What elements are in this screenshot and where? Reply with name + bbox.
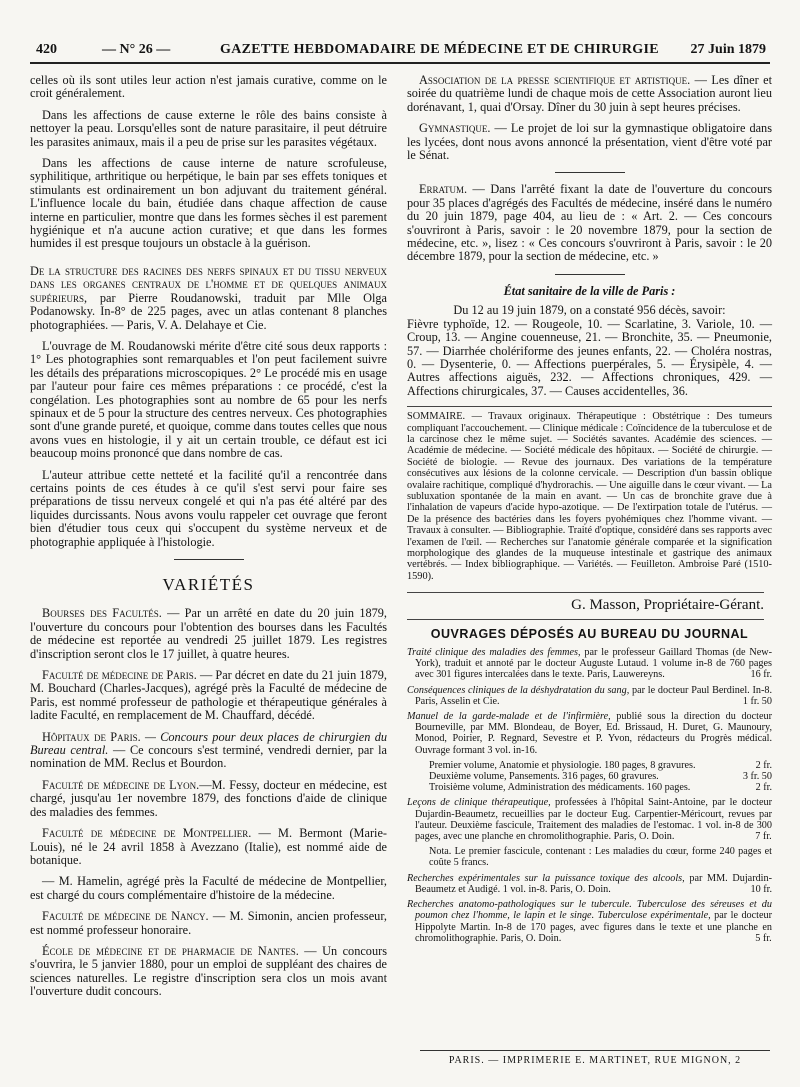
left-column [30, 74, 387, 1007]
news-lead: Faculté de médecine de Nancy. [42, 909, 209, 924]
book-entry [407, 873, 772, 895]
book-title: De la structure des racines des nerfs spinaux et du tissu nerveux dans les organes centraux de l'homme et de quelques animaux supérieurs, [30, 263, 387, 305]
divider [174, 559, 244, 560]
news-item [30, 827, 387, 867]
book-entry-title: Recherches expérimentales sur la puissance toxique des alcools, [407, 872, 685, 884]
health-report-intro: Du 12 au 19 juin 1879, on a constaté 956 décès, savoir: [453, 303, 726, 318]
news-lead: Erratum. [419, 182, 468, 197]
divider [555, 274, 625, 275]
news-lead: Association de la presse scientifique et artistique. [419, 73, 691, 87]
right-column [407, 74, 772, 948]
paragraph: L'ouvrage de M. Roudanowski mérite d'être cité sous deux rapports : 1° Les photographies sont remarquables et l'on peut facilement suivre les détails des préparations microscopiques. 2° Le procédé mis en usage par l'auteur pour faire ces mêmes préparations : ce procédé, c'est la congélation. Les photographies sont au nombre de 65 pour les nerfs spinaux et de 5 pour la structure des centres nerveux. Ces photographies sont d'une grande pureté, et quoique, comme dans toutes celles que nous avons vues en histologie, il y ait un certain trouble, ce défaut est ici beaucoup moins prononcé que dans nombre de cas. [30, 338, 387, 461]
news-item [407, 122, 772, 162]
news-lead: Gymnastique. [419, 121, 491, 136]
book-entry-title: Traité clinique des maladies des femmes, [407, 647, 581, 659]
paragraph: Dans les affections de cause interne de nature scrofuleuse, syphilitique, arthritique ou herpétique, le bain par ses effets toniques et stimulants est ordinairement un bon adjuvant du traitement général. L'influence locale du bain, étudiée dans chaque affection de cause interne en particulier, montre que dans les formes sèches il est parement hygiénique et n'a aucune action curative; et que dans les formes humides il est presque toujours un obstacle à la guérison. [30, 156, 387, 251]
page-number: 420 [36, 42, 57, 57]
paragraph: celles où ils sont utiles leur action n'est jamais curative, comme on le croit généralement. [30, 73, 387, 101]
news-item [407, 183, 772, 263]
book-review-citation [30, 265, 387, 332]
volume-text: Troisième volume, Administration des médicaments. 160 pages. [429, 782, 691, 794]
news-body: — Par décret en date du 21 juin 1879, M. Bouchard (Charles-Jacques), agrégé près la Faculté de médecine de Paris, est nommé professeur de pathologie et thérapeutique générales à ladite Faculté, en remplacement de M. Chauffard, décédé. [30, 668, 387, 723]
news-item [30, 945, 387, 999]
news-body: —M. Fessy, docteur en médecine, est chargé, jusqu'au 1er novembre 1879, des fonctions d'aide de clinique des maladies des femmes. [30, 777, 387, 819]
news-body: — M. Simonin, ancien professeur, est nommé professeur honoraire. [30, 909, 387, 937]
book-price: 5 fr. [755, 932, 772, 944]
book-entry [407, 797, 772, 842]
news-item [30, 669, 387, 723]
news-body: — Les dîner et soirée du quatrième lundi de chaque mois de cette Association auront lieu dorénavant, 1, quai d'Orsay. Dîner du 30 juin à sept heures précises. [407, 73, 772, 114]
book-price: 3 fr. 50 [742, 771, 772, 783]
book-entry-details: par le professeur Gaillard Thomas (de New-York), traduit et annoté par le docteur Auguste Lutaud. 1 volume in-8 de 760 pages avec 301 figures intercalées dans le texte. Paris, Lauwereyns. [415, 647, 772, 681]
news-lead: Bourses des Facultés. [42, 606, 162, 621]
book-price: 1 fr. 50 [742, 695, 772, 707]
divider [555, 172, 625, 173]
summary-block: SOMMAIRE. — Travaux originaux. Thérapeutique : Obstétrique : Des tumeurs compliquant l'accouchement. — Clinique médicale : Coïncidence de la tuberculose et de la carcinose chez le même sujet. — Sociétés savantes. Académie des sciences. — Académie de médecine. — Société médicale des hôpitaux. — Société de chirurgie. — Société de biologie. — Revue des journaux. Des variations de la température consécutives aux lésions de la colonne cervicale. — Description d'un bassin oblique ovalaire rachitique, compliqué d'hydrorachis. — Une aiguille dans le cœur vivant. — La subluxation spontanée de la main en avant. — Un cas de bronchite grave due à l'inhalation de vapeurs d'acide hypo-azotique. — De l'extirpation totale de l'utérus. — De la présence des bactéries dans les foyers pyohémiques chez l'homme vivant. — Travaux à consulter. — Bibliographie. Traité d'optique, considéré dans ses rapports avec l'examen de l'œil. — Recherches sur l'anatomie générale comparée et la signification morphologique des glandes de la muqueuse intestinale et gastrique des animaux vertébrés. — Index bibliographique. — Variétés. — Feuilleton. Ambroise Paré (1510-1590). [407, 406, 772, 582]
volume-text: Premier volume, Anatomie et physiologie. 180 pages, 8 gravures. [429, 759, 696, 771]
book-entry-details: publié sous la direction du docteur Bourneville, par MM. Blondeau, de Boyer, Ed. Brissaud, H. Duret, G. Maunoury, Monod, Poirier, P. Regnard, Sevestre et P. Yvon, rédacteurs du Progrès médical. Ouvrage formant 3 vol. in-16. [415, 711, 772, 756]
news-italic: — Concours pour deux places de chirurgien du Bureau central. [30, 729, 387, 758]
issue-number: — N° 26 — [102, 42, 171, 57]
news-body: — M. Bermont (Marie-Louis), né le 24 avril 1858 à Avezzano (Italie), est nommé aide de botanique. [30, 826, 388, 867]
book-price: 10 fr. [750, 883, 772, 895]
health-report-title: État sanitaire de la ville de Paris : [503, 283, 676, 298]
publisher-signature: G. Masson, Propriétaire-Gérant. [407, 592, 764, 619]
news-lead: Hôpitaux de Paris. [42, 729, 141, 744]
book-details: par Pierre Roudanowski, traduit par Mlle Olga Podanowsky. In-8° de 225 pages, avec un atlas contenant 8 planches photographiées. — Paris, V. A. Delahaye et Cie. [30, 290, 387, 332]
book-price: 2 fr. [755, 782, 772, 794]
book-entry-details: professées à l'hôpital Saint-Antoine, par le docteur Dujardin-Beaumetz, recueillies par le docteur Eug. Carpentier-Méricourt, revues par l'auteur. Deuxième fascicule, Traitement des maladies de l'estomac. 1 vol. in-8 de 300 pages, avec une planche en chromolithographie. Paris, O. Doin. [415, 797, 772, 843]
volume-line [407, 782, 772, 793]
book-entry-title: Recherches anatomo-pathologiques sur le tubercule. Tuberculose des séreuses et du poumon chez l'homme, le lapin et le singe. Tuberculose expérimentale, [407, 899, 772, 922]
news-lead: École de médecine et de pharmacie de Nantes. [42, 943, 299, 958]
paragraph: Dans les affections de cause externe le rôle des bains consiste à nettoyer la peau. Lorsqu'elles sont de nature parasitaire, il peut détruire les parasites animaux, mais il a peu de prise sur les parasites végétaux. [30, 107, 387, 149]
news-body: — Dans l'arrêté fixant la date de l'ouverture du concours pour 35 places d'agrégés des Facultés de médecine, inséré dans le numéro du 20 juin 1879, page 404, au lieu de : « Art. 2. — Ces concours s'ouvriront à Paris, savoir : le 20 novembre 1879, pour la section de médecine, etc. », lisez : « Ces concours s'ouvriront à Paris, savoir : le 20 décembre 1879, pour la section de médecine, etc. » [407, 182, 772, 264]
page-header [30, 40, 770, 64]
book-entry-details: par le docteur Hippolyte Martin. In-8 de 170 pages, avec figures dans le texte et une planche en chromolithographie. Paris, O. Doin. [415, 910, 772, 944]
printer-footer: PARIS. — IMPRIMERIE E. MARTINET, RUE MIGNON, 2 [420, 1050, 770, 1066]
section-heading: VARIÉTÉS [162, 575, 255, 594]
news-body: — Le projet de loi sur la gymnastique obligatoire dans les lycées, dont nous avons annoncé la présentation, vient d'être voté par le Sénat. [407, 121, 772, 163]
book-entry-title: Conséquences cliniques de la déshydratation du sang, [407, 684, 630, 696]
news-body: — Un concours s'ouvrira, le 5 janvier 1880, pour un emploi de suppléant des chaires de sciences naturelles. Le registre d'inscription sera clos un mois avant l'ouverture dudit concours. [30, 943, 387, 999]
book-entry [407, 711, 772, 756]
health-report-body: Fièvre typhoïde, 12. — Rougeole, 10. — Scarlatine, 3. Variole, 10. — Croup, 13. — Angine couenneuse, 21. — Bronchite, 35. — Pneumonie, 57. — Diarrhée cholériforme des jeunes enfants, 22. — Choléra nostras, 0. — Dysenterie, 0. — Affections puerpérales, 5. — Érysipèle, 4. — Autres affections aiguës, 232. — Affections chroniques, 429. — Affections chirurgicales, 37. — Causes accidentelles, 36. [407, 316, 772, 398]
book-price: 2 fr. [755, 759, 772, 771]
news-item [30, 607, 387, 661]
volume-line [407, 760, 772, 771]
book-price: 16 fr. [750, 669, 772, 681]
issue-date: 27 Juin 1879 [690, 42, 766, 57]
book-note: Nota. Le premier fascicule, contenant : Les maladies du cœur, forme 240 pages et coûte 5 francs. [429, 846, 772, 869]
book-entry-title: Leçons de clinique thérapeutique, [407, 797, 551, 809]
news-item [30, 779, 387, 819]
book-entry [407, 685, 772, 707]
paragraph: L'auteur attribue cette netteté et la facilité qu'il a rencontrée dans certains points de ces études à ce qu'il s'est servi pour faire ses préparations de tissu nerveux congelé et qui n'a pas été altéré par des liquides durcissants. Nous avons voulu rappeler cet ouvrage que feront bien d'étudier tous ceux qui s'occupent du système nerveux et de photographie appliquée à l'histologie. [30, 467, 387, 549]
book-entry-details: par le docteur Paul Berdinel. In-8. Paris, Asselin et Cie. [415, 684, 772, 707]
book-entry [407, 647, 772, 681]
news-item [407, 74, 772, 114]
news-lead: Faculté de médecine de Montpellier. [42, 826, 252, 841]
news-item [30, 731, 387, 771]
news-body: — Ce concours s'est terminé, vendredi dernier, par la nomination de MM. Reclus et Bourdon. [30, 743, 387, 771]
news-lead: Faculté de médecine de Lyon. [42, 777, 200, 792]
book-entry-details: par MM. Dujardin-Beaumetz et Audigé. 1 vol. in-8. Paris, O. Doin. [415, 872, 772, 895]
journal-title: GAZETTE HEBDOMADAIRE DE MÉDECINE ET DE CHIRURGIE [220, 42, 659, 57]
book-entry-title: Manuel de la garde-malade et de l'infirmière, [407, 711, 611, 723]
book-entry [407, 899, 772, 944]
book-price: 7 fr. [755, 831, 772, 843]
news-item [30, 910, 387, 937]
news-body: — Par un arrêté en date du 20 juin 1879, l'ouverture du concours pour l'obtention des bourses dans les Facultés de médecine est reportée au vendredi 25 juillet 1879. Les registres d'inscription seront clos le 17 juillet, à quatre heures. [30, 606, 387, 661]
deposited-works-title: OUVRAGES DÉPOSÉS AU BUREAU DU JOURNAL [430, 626, 749, 641]
volume-text: Deuxième volume, Pansements. 316 pages, 60 gravures. [429, 771, 659, 783]
news-item: — M. Hamelin, agrégé près la Faculté de médecine de Montpellier, est chargé du cours complémentaire d'histoire de la médecine. [30, 874, 387, 902]
volume-line [407, 771, 772, 782]
news-lead: Faculté de médecine de Paris. [42, 668, 197, 683]
